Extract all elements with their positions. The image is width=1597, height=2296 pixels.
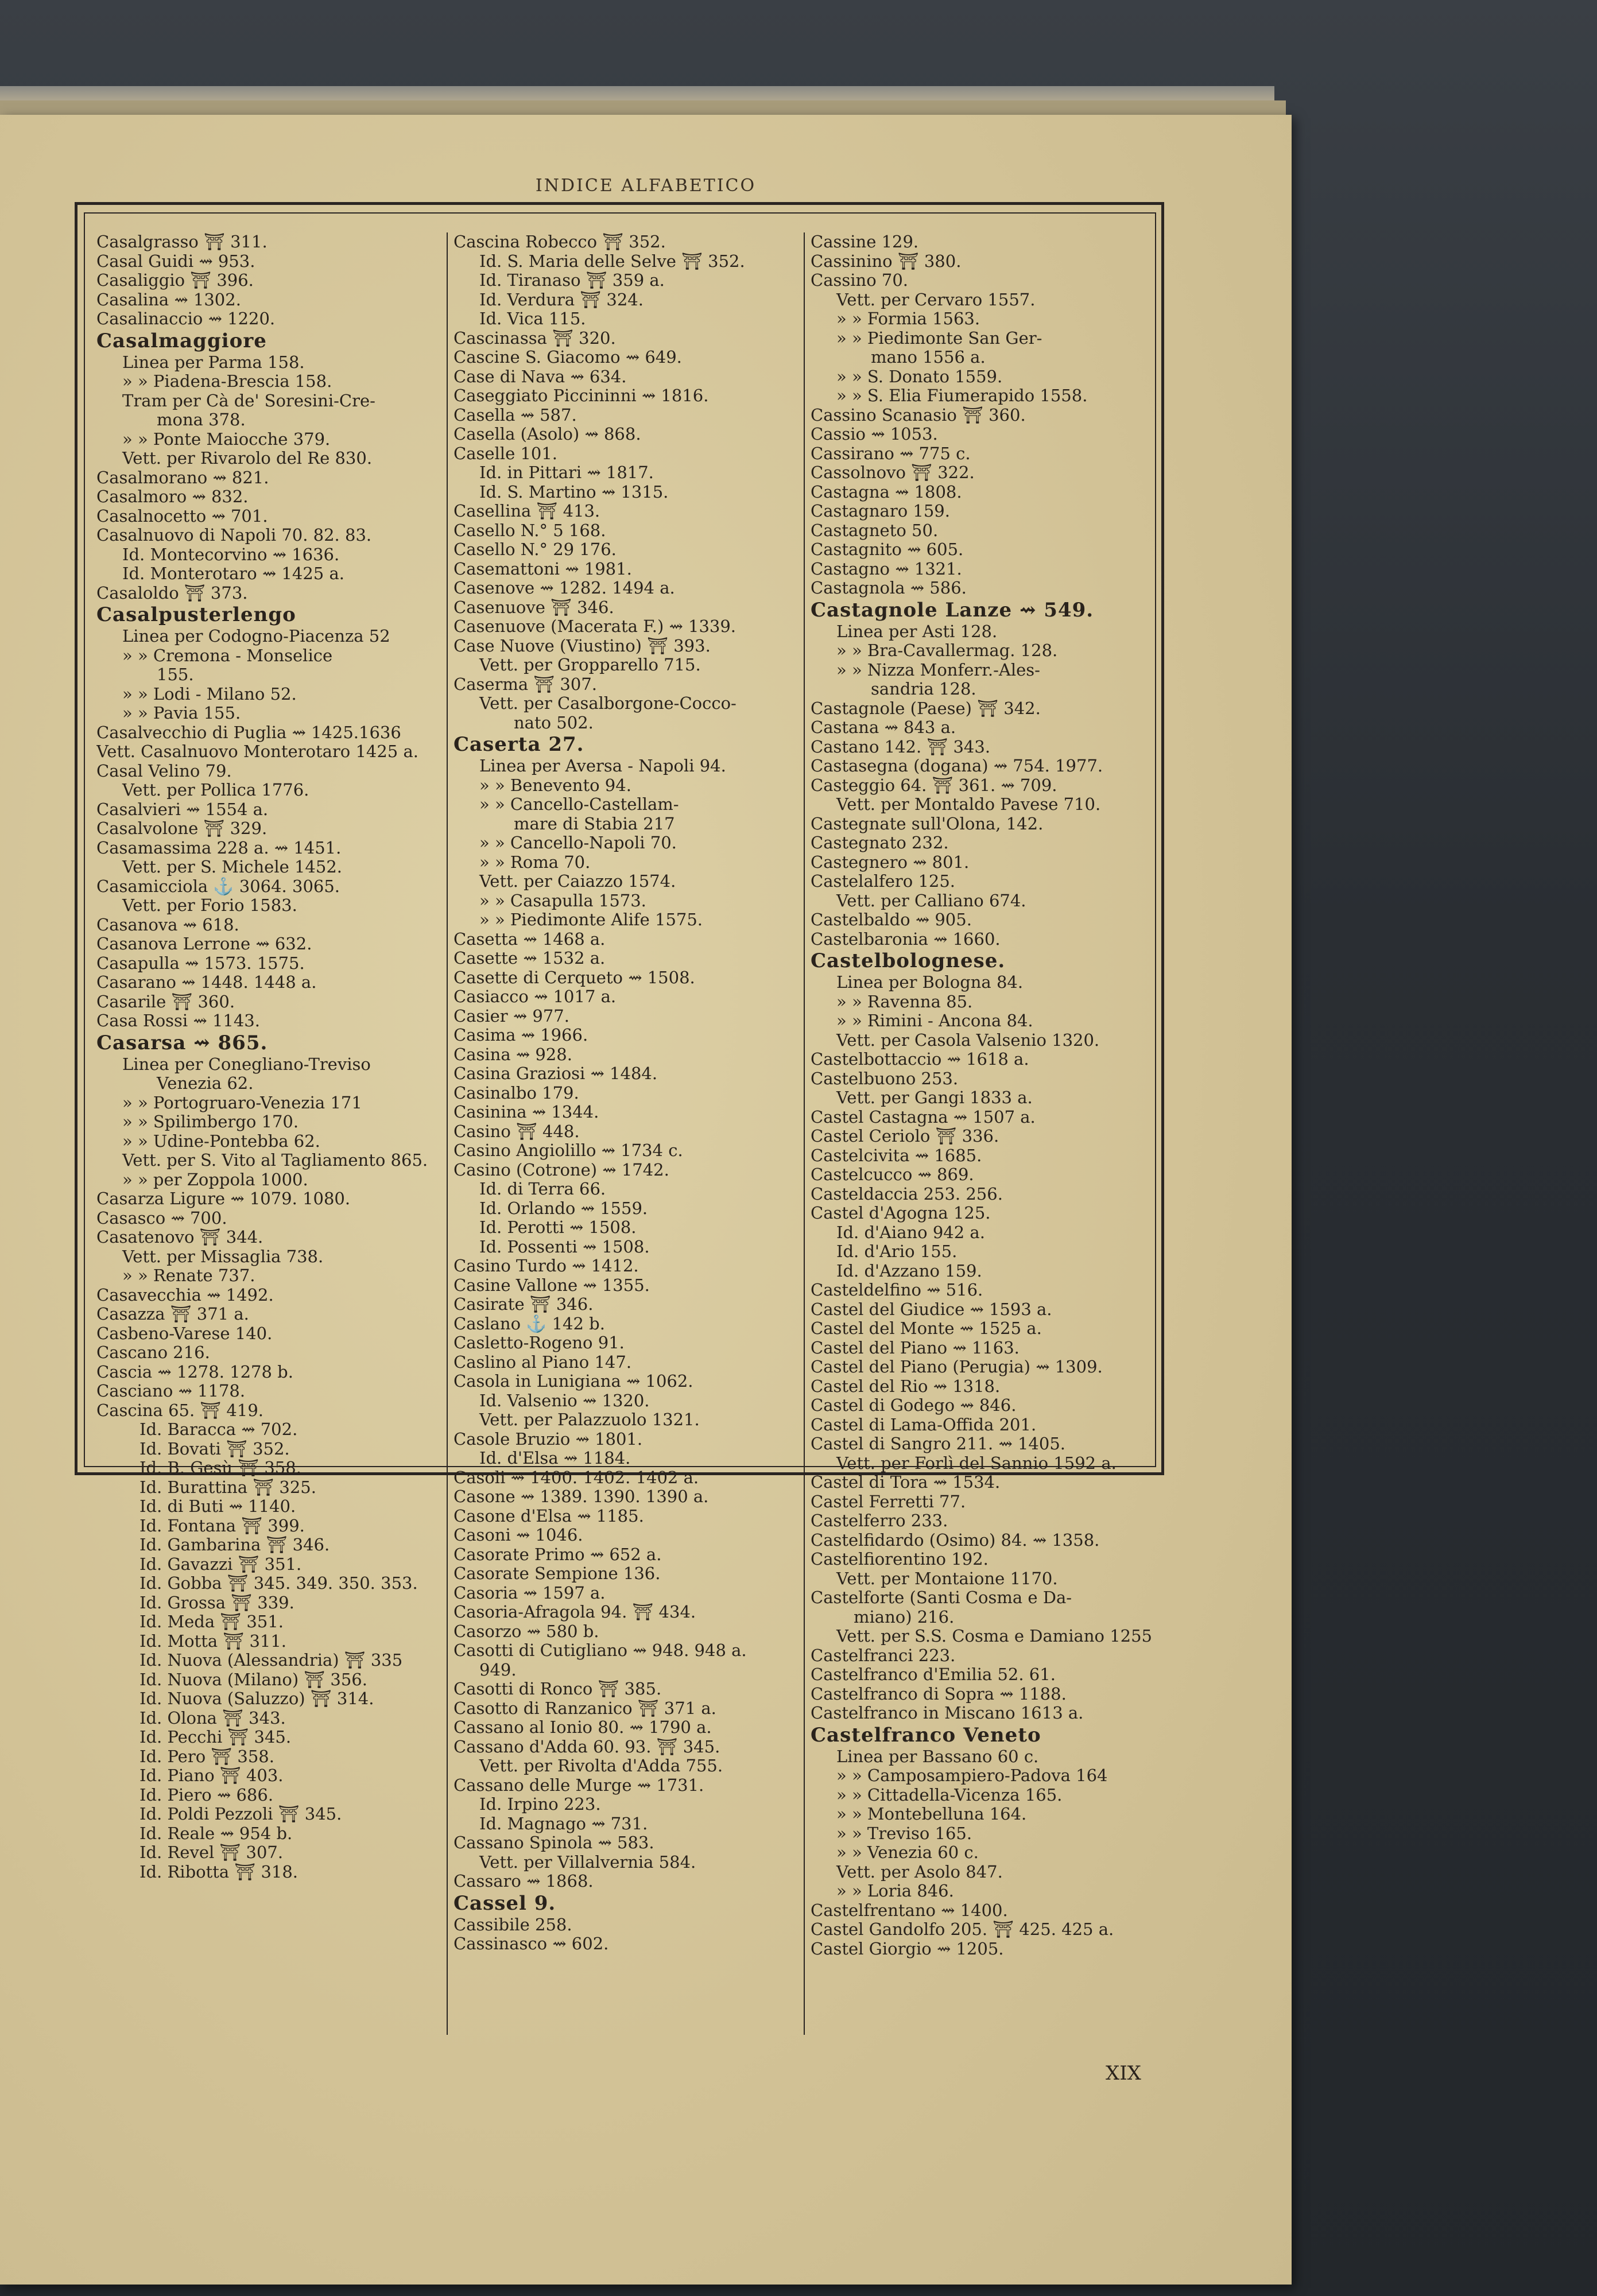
index-entry: Casole Bruzio ⇝ 1801. [453,1429,643,1449]
index-entry: » » Cancello-Castellam- [479,795,679,814]
index-entry: Case di Nava ⇝ 634. [453,367,627,386]
index-entry: Casone d'Elsa ⇝ 1185. [453,1506,644,1526]
index-entry: Casalina ⇝ 1302. [96,290,241,309]
index-entry: Casette di Cerqueto ⇝ 1508. [453,968,695,987]
index-entry: Casbeno-Varese 140. [96,1324,273,1343]
index-entry: Id. d'Elsa ⇝ 1184. [479,1449,631,1468]
index-entry: Casatenovo ⛩ 344. [96,1228,263,1247]
index-entry: Casier ⇝ 977. [453,1006,569,1026]
index-entry: Cassolnovo ⛩ 322. [811,463,975,482]
index-entry: Casemattoni ⇝ 1981. [453,559,632,579]
index-entry: Casavecchia ⇝ 1492. [96,1285,274,1305]
index-entry: Castel Ferretti 77. [811,1492,966,1511]
index-entry: Casal Velino 79. [96,761,232,781]
index-entry: Casorzo ⇝ 580 b. [453,1622,599,1641]
index-entry: Vett. per Cervaro 1557. [836,290,1036,309]
index-entry: Cascina Robecco ⛩ 352. [453,232,666,251]
index-entry: Casalvolone ⛩ 329. [96,819,268,838]
index-entry: Id. Gobba ⛩ 345. 349. 350. 353. [139,1574,418,1593]
index-entry: Castelalfero 125. [811,872,956,891]
index-entry: Tram per Cà de' Soresini-Cre- [122,391,375,410]
index-entry: Casletto-Rogeno 91. [453,1333,625,1352]
index-entry: Castegnero ⇝ 801. [811,852,970,872]
index-column-3 [811,232,1158,2041]
index-entry: sandria 128. [871,680,976,699]
index-entry: Casina Graziosi ⇝ 1484. [453,1064,658,1083]
index-entry: Id. Reale ⇝ 954 b. [139,1824,293,1843]
index-column-1 [96,232,444,2041]
index-entry: » » Rimini - Ancona 84. [836,1011,1033,1030]
page-number: XIX [1106,2062,1141,2085]
index-entry: Castana ⇝ 843 a. [811,718,956,737]
index-entry: Casima ⇝ 1966. [453,1026,588,1045]
index-entry: Casorate Primo ⇝ 652 a. [453,1545,662,1564]
index-entry: Cassinasco ⇝ 602. [453,1934,609,1953]
index-entry: Casino (Cotrone) ⇝ 1742. [453,1160,669,1180]
index-entry: Vett. per Montaldo Pavese 710. [836,795,1101,814]
index-entry: Vett. per Calliano 674. [836,891,1026,910]
index-entry: Id. Nuova (Milano) ⛩ 356. [139,1670,367,1689]
index-entry: Casalvieri ⇝ 1554 a. [96,800,269,819]
index-entry: Castagnito ⇝ 605. [811,540,964,559]
index-entry: » » Cancello-Napoli 70. [479,833,677,852]
index-entry: Id. Poldi Pezzoli ⛩ 345. [139,1805,342,1824]
index-entry: Casirate ⛩ 346. [453,1295,594,1314]
index-entry: Castel del Giudice ⇝ 1593 a. [811,1300,1052,1319]
index-entry: Caserma ⛩ 307. [453,674,597,694]
index-entry: Castel Gandolfo 205. ⛩ 425. 425 a. [811,1920,1114,1939]
index-entry: Vett. per Missaglia 738. [122,1247,324,1266]
index-entry: Casalgrasso ⛩ 311. [96,232,268,251]
index-entry: Castelfrentano ⇝ 1400. [811,1901,1008,1920]
column-divider-1 [447,232,448,2035]
index-entry: Cassio ⇝ 1053. [811,425,938,444]
index-entry: » » Piedimonte San Ger- [836,328,1042,348]
index-entry: » » Ponte Maiocche 379. [122,429,331,449]
index-entry: Id. Montecorvino ⇝ 1636. [122,545,340,564]
index-entry: Castagnola ⇝ 586. [811,579,967,598]
index-entry: Id. Nuova (Alessandria) ⛩ 335 [139,1651,403,1670]
index-entry: Castelfidardo (Osimo) 84. ⇝ 1358. [811,1530,1100,1550]
index-entry: Vett. per Gangi 1833 a. [836,1088,1033,1107]
page-header: INDICE ALFABETICO [535,176,757,196]
index-entry: Casenuove (Macerata F.) ⇝ 1339. [453,617,737,636]
index-entry: Id. Revel ⛩ 307. [139,1843,284,1862]
index-entry: » » Nizza Monferr.-Ales- [836,660,1040,680]
index-entry: Id. Ribotta ⛩ 318. [139,1862,299,1882]
index-entry: Castel del Monte ⇝ 1525 a. [811,1319,1042,1338]
index-entry: Casenove ⇝ 1282. 1494 a. [453,579,675,598]
index-entry: Linea per Bologna 84. [836,973,1024,992]
index-entry: Casarile ⛩ 360. [96,992,235,1011]
index-entry: Linea per Bassano 60 c. [836,1747,1039,1766]
index-entry: » » Camposampiero-Padova 164 [836,1766,1108,1785]
index-entry: Casino ⛩ 448. [453,1122,580,1141]
index-entry: Id. Orlando ⇝ 1559. [479,1199,648,1218]
index-entry: Castelcucco ⇝ 869. [811,1165,974,1184]
index-entry: Id. Meda ⛩ 351. [139,1612,284,1631]
index-entry: Cassaro ⇝ 1868. [453,1872,594,1891]
index-entry: Casetta ⇝ 1468 a. [453,929,606,949]
index-entry: Caseggiato Piccininni ⇝ 1816. [453,386,709,405]
index-entry: Castel d'Agogna 125. [811,1204,991,1223]
index-entry: Casarza Ligure ⇝ 1079. 1080. [96,1189,351,1208]
index-entry: » » Cremona - Monselice [122,646,333,665]
index-entry: Id. S. Martino ⇝ 1315. [479,482,669,502]
index-entry: Cassibile 258. [453,1915,572,1934]
index-entry: Cassino 70. [811,271,908,290]
index-heading: Castelfranco Veneto [811,1723,1041,1747]
index-entry: Casa Rossi ⇝ 1143. [96,1011,260,1030]
index-entry: Castel Ceriolo ⛩ 336. [811,1127,999,1146]
index-entry: Castegnate sull'Olona, 142. [811,814,1044,833]
index-entry: Casinina ⇝ 1344. [453,1103,599,1122]
index-entry: Castelfiorentino 192. [811,1550,989,1569]
index-entry: Casanova ⇝ 618. [96,915,239,934]
index-entry: Vett. per Rivolta d'Adda 755. [479,1756,723,1775]
index-entry: Casotto di Ranzanico ⛩ 371 a. [453,1698,716,1718]
index-entry: Casella (Asolo) ⇝ 868. [453,425,641,444]
index-entry: Id. d'Ario 155. [836,1242,958,1261]
index-entry: Linea per Aversa - Napoli 94. [479,757,726,775]
index-heading: Caserta 27. [453,733,584,756]
index-entry: Cassano Spinola ⇝ 583. [453,1833,654,1852]
index-entry: Casotti di Cutigliano ⇝ 948. 948 a. [453,1641,747,1660]
index-entry: Castelbuono 253. [811,1069,959,1088]
index-entry: Cassirano ⇝ 775 c. [811,444,971,463]
index-entry: Vett. per Casola Valsenio 1320. [836,1030,1100,1050]
index-entry: Castelcivita ⇝ 1685. [811,1146,982,1165]
index-entry: Linea per Codogno-Piacenza 52 [122,627,390,646]
index-entry: » » per Zoppola 1000. [122,1170,308,1189]
index-entry: Vett. per Gropparello 715. [479,656,701,674]
index-entry: Id. Nuova (Saluzzo) ⛩ 314. [139,1689,374,1708]
index-entry: Id. Perotti ⇝ 1508. [479,1218,637,1237]
index-entry: Casello N.° 29 176. [453,540,617,559]
index-entry: Casalvecchio di Puglia ⇝ 1425.1636 [96,723,401,742]
index-entry: » » Piadena-Brescia 158. [122,372,332,391]
index-entry: Casamicciola ⚓ 3064. 3065. [96,876,340,896]
index-entry: Casoni ⇝ 1046. [453,1526,583,1545]
index-entry: Casoria-Afragola 94. ⛩ 434. [453,1603,696,1622]
index-entry: Cassinino ⛩ 380. [811,251,962,271]
index-entry: » » Renate 737. [122,1266,255,1285]
index-entry: Cassino Scanasio ⛩ 360. [811,405,1026,425]
index-entry: Casotti di Ronco ⛩ 385. [453,1680,662,1698]
index-entry: Castagnole (Paese) ⛩ 342. [811,699,1041,718]
index-entry: Castelfranci 223. [811,1646,956,1665]
index-entry: Vett. per Villalvernia 584. [479,1852,696,1872]
index-entry: Casasco ⇝ 700. [96,1208,227,1228]
index-entry: Casalnuovo di Napoli 70. 82. 83. [96,526,372,545]
index-entry: Id. Irpino 223. [479,1795,601,1814]
index-entry: Vett. per Forio 1583. [122,896,297,915]
index-entry: Casino Turdo ⇝ 1412. [453,1256,639,1275]
index-entry: » » Ravenna 85. [836,992,973,1011]
index-entry: Casola in Lunigiana ⇝ 1062. [453,1372,693,1391]
index-entry: Castel del Rio ⇝ 1318. [811,1376,1001,1396]
index-entry: Casoli ⇝ 1400. 1402. 1402 a. [453,1468,699,1487]
index-entry: Cascia ⇝ 1278. 1278 b. [96,1362,293,1382]
index-entry: Cassine 129. [811,232,919,251]
index-heading: Casalpusterlengo [96,603,296,626]
index-entry: » » Spilimbergo 170. [122,1112,299,1131]
index-entry: mano 1556 a. [871,348,986,367]
index-entry: Castelfranco in Miscano 1613 a. [811,1704,1084,1723]
index-entry: Vett. per Forlì del Sannio 1592 a. [836,1453,1117,1473]
index-entry: Casaloldo ⛩ 373. [96,583,248,603]
index-entry: Id. Valsenio ⇝ 1320. [479,1391,650,1410]
index-entry: Vett. per S. Michele 1452. [122,858,342,876]
index-entry: Linea per Asti 128. [836,622,998,641]
index-entry: Id. Verdura ⛩ 324. [479,290,644,309]
index-entry: Id. B. Gesù ⛩ 358. [139,1459,301,1477]
index-entry: » » Loria 846. [836,1882,954,1901]
index-entry: Id. Olona ⛩ 343. [139,1708,286,1728]
index-entry: Casoria ⇝ 1597 a. [453,1583,606,1603]
index-entry: Castel del Piano ⇝ 1163. [811,1338,1020,1358]
index-entry: Venezia 62. [157,1074,254,1093]
index-entry: Casina ⇝ 928. [453,1045,572,1064]
index-entry: Castel Castagna ⇝ 1507 a. [811,1107,1036,1127]
index-entry: Castasegna (dogana) ⇝ 754. 1977. [811,757,1103,775]
index-entry: » » Treviso 165. [836,1824,972,1843]
index-entry: Cascano 216. [96,1343,210,1362]
index-entry: Casorate Sempione 136. [453,1564,661,1583]
index-entry: » » Venezia 60 c. [836,1843,979,1862]
index-entry: Caselle 101. [453,444,558,463]
index-entry: Cascina 65. ⛩ 419. [96,1401,264,1420]
index-entry: 949. [479,1660,517,1680]
index-entry: Castelforte (Santi Cosma e Da- [811,1588,1072,1607]
index-entry: Vett. per Palazzuolo 1321. [479,1410,700,1429]
column-divider-2 [804,232,805,2035]
index-entry: » » Bra-Cavallermag. 128. [836,641,1058,660]
index-entry: Castano 142. ⛩ 343. [811,737,991,757]
index-entry: Castegnato 232. [811,833,949,852]
index-entry: Id. Motta ⛩ 311. [139,1631,287,1651]
index-entry: Casella ⇝ 587. [453,405,577,425]
index-entry: nato 502. [514,713,594,732]
index-entry: Id. Monterotaro ⇝ 1425 a. [122,564,344,583]
index-entry: Vett. Casalnuovo Monterotaro 1425 a. [96,742,418,761]
index-entry: Casal Guidi ⇝ 953. [96,251,255,271]
index-entry: Casalmorano ⇝ 821. [96,468,269,487]
index-entry: Cassano al Ionio 80. ⇝ 1790 a. [453,1718,712,1737]
index-entry: 155. [157,665,194,684]
index-entry: Castel di Tora ⇝ 1534. [811,1473,1001,1492]
index-entry: Castagnaro 159. [811,502,950,521]
index-heading: Castagnole Lanze ⇝ 549. [811,598,1094,622]
index-entry: Vett. per S.S. Cosma e Damiano 1255 [836,1627,1152,1646]
index-entry: Casapulla ⇝ 1573. 1575. [96,953,305,973]
index-entry: Casinalbo 179. [453,1083,579,1103]
index-entry: Casamassima 228 a. ⇝ 1451. [96,838,342,858]
index-entry: Casciano ⇝ 1178. [96,1382,246,1401]
index-entry: Vett. per S. Vito al Tagliamento 865. [122,1151,428,1170]
index-entry: mare di Stabia 217 [514,814,675,833]
index-entry: Castel di Lama-Offida 201. [811,1415,1037,1434]
index-entry: Id. d'Aiano 942 a. [836,1223,985,1242]
index-entry: Castel del Piano (Perugia) ⇝ 1309. [811,1358,1103,1376]
index-entry: Castelbaronia ⇝ 1660. [811,929,1001,949]
index-entry: Casellina ⛩ 413. [453,502,600,521]
index-entry: Castelfranco di Sopra ⇝ 1188. [811,1684,1067,1704]
index-entry: » » S. Donato 1559. [836,367,1003,386]
index-entry: Cascine S. Giacomo ⇝ 649. [453,348,682,367]
index-entry: » » Lodi - Milano 52. [122,684,297,704]
index-entry: Id. Vica 115. [479,309,586,328]
index-entry: Castel di Godego ⇝ 846. [811,1396,1017,1415]
index-entry: Caslano ⚓ 142 b. [453,1314,605,1333]
index-entry: Casenuove ⛩ 346. [453,598,614,617]
index-entry: Casanova Lerrone ⇝ 632. [96,934,312,953]
index-entry: Case Nuove (Viustino) ⛩ 393. [453,636,711,656]
index-entry: » » Udine-Pontebba 62. [122,1131,320,1151]
index-entry: Id. Pecchi ⛩ 345. [139,1728,292,1747]
index-entry: » » Benevento 94. [479,775,631,795]
index-entry: Vett. per Asolo 847. [836,1862,1003,1882]
index-entry: Castagneto 50. [811,521,939,540]
index-entry: Cascinassa ⛩ 320. [453,328,616,348]
index-entry: » » Formia 1563. [836,309,980,328]
index-entry: Id. Magnago ⇝ 731. [479,1814,648,1833]
index-entry: Casine Vallone ⇝ 1355. [453,1275,650,1295]
index-entry: Castelfranco d'Emilia 52. 61. [811,1665,1056,1684]
index-entry: Caslino al Piano 147. [453,1352,632,1372]
index-heading: Castelbolognese. [811,949,1006,972]
index-entry: Casette ⇝ 1532 a. [453,949,606,968]
index-entry: Casalmoro ⇝ 832. [96,487,249,506]
index-entry: Casteldaccia 253. 256. [811,1184,1003,1204]
index-entry: Casiacco ⇝ 1017 a. [453,987,617,1006]
index-entry: Id. S. Maria delle Selve ⛩ 352. [479,251,745,271]
index-entry: Linea per Conegliano-Treviso [122,1054,371,1074]
index-entry: Vett. per Montaione 1170. [836,1569,1058,1588]
index-entry: Casalnocetto ⇝ 701. [96,506,268,526]
index-entry: Casazza ⛩ 371 a. [96,1305,249,1324]
index-entry: Castelferro 233. [811,1511,948,1530]
index-entry: Casarano ⇝ 1448. 1448 a. [96,973,317,992]
index-entry: » » Piedimonte Alife 1575. [479,910,703,929]
index-entry: Castel Giorgio ⇝ 1205. [811,1939,1004,1958]
index-entry: Id. Baracca ⇝ 702. [139,1420,298,1439]
index-entry: Id. Pero ⛩ 358. [139,1747,274,1766]
index-entry: » » S. Elia Fiumerapido 1558. [836,386,1088,405]
index-entry: Id. Piero ⇝ 686. [139,1785,274,1805]
index-entry: miano) 216. [854,1607,955,1627]
index-heading: Casalmaggiore [96,329,267,352]
index-entry: Casello N.° 5 168. [453,521,606,540]
index-entry: Id. Tiranaso ⛩ 359 a. [479,271,665,290]
index-entry: » » Roma 70. [479,852,591,872]
index-entry: Id. di Terra 66. [479,1180,606,1199]
index-entry: Castagno ⇝ 1321. [811,559,962,579]
index-entry: Id. Bovati ⛩ 352. [139,1439,290,1459]
index-entry: Vett. per Casalborgone-Cocco- [479,694,737,713]
index-entry: Vett. per Rivarolo del Re 830. [122,449,373,468]
index-entry: » » Montebelluna 164. [836,1805,1027,1824]
index-heading: Casarsa ⇝ 865. [96,1031,268,1054]
index-entry: Id. Burattina ⛩ 325. [139,1477,316,1497]
index-entry: » » Cittadella-Vicenza 165. [836,1785,1063,1805]
index-entry: » » Casapulla 1573. [479,891,646,910]
index-entry: Casalinaccio ⇝ 1220. [96,309,276,328]
index-entry: Id. d'Azzano 159. [836,1261,982,1281]
index-entry: Vett. per Pollica 1776. [122,781,309,800]
index-entry: Id. Gambarina ⛩ 346. [139,1535,330,1554]
index-entry: Id. Piano ⛩ 403. [139,1766,284,1785]
index-entry: Id. in Pittari ⇝ 1817. [479,463,654,482]
index-entry: Casteggio 64. ⛩ 361. ⇝ 709. [811,775,1057,795]
index-entry: Casaliggio ⛩ 396. [96,271,254,290]
index-entry: » » Portogruaro-Venezia 171 [122,1093,362,1112]
index-entry: » » Pavia 155. [122,704,241,723]
index-entry: Castagna ⇝ 1808. [811,482,962,502]
index-entry: Id. Gavazzi ⛩ 351. [139,1554,302,1574]
index-entry: Vett. per Caiazzo 1574. [479,872,676,891]
index-entry: Id. Possenti ⇝ 1508. [479,1237,650,1256]
index-entry: Id. Fontana ⛩ 399. [139,1516,305,1535]
index-entry: Linea per Parma 158. [122,352,305,372]
index-entry: Castel di Sangro 211. ⇝ 1405. [811,1434,1065,1453]
index-entry: Casone ⇝ 1389. 1390. 1390 a. [453,1487,709,1506]
index-entry: Id. Grossa ⛩ 339. [139,1593,294,1612]
index-column-2 [453,232,801,2041]
index-entry: Castelbottaccio ⇝ 1618 a. [811,1050,1029,1069]
index-entry: Cassano delle Murge ⇝ 1731. [453,1775,704,1795]
index-entry: mona 378. [157,410,246,429]
index-entry: Castelbaldo ⇝ 905. [811,910,972,929]
index-entry: Id. di Buti ⇝ 1140. [139,1497,296,1516]
index-entry: Casteldelfino ⇝ 516. [811,1281,983,1300]
index-entry: Casino Angiolillo ⇝ 1734 c. [453,1141,683,1160]
index-entry: Cassano d'Adda 60. 93. ⛩ 345. [453,1737,720,1756]
index-heading: Cassel 9. [453,1891,556,1915]
